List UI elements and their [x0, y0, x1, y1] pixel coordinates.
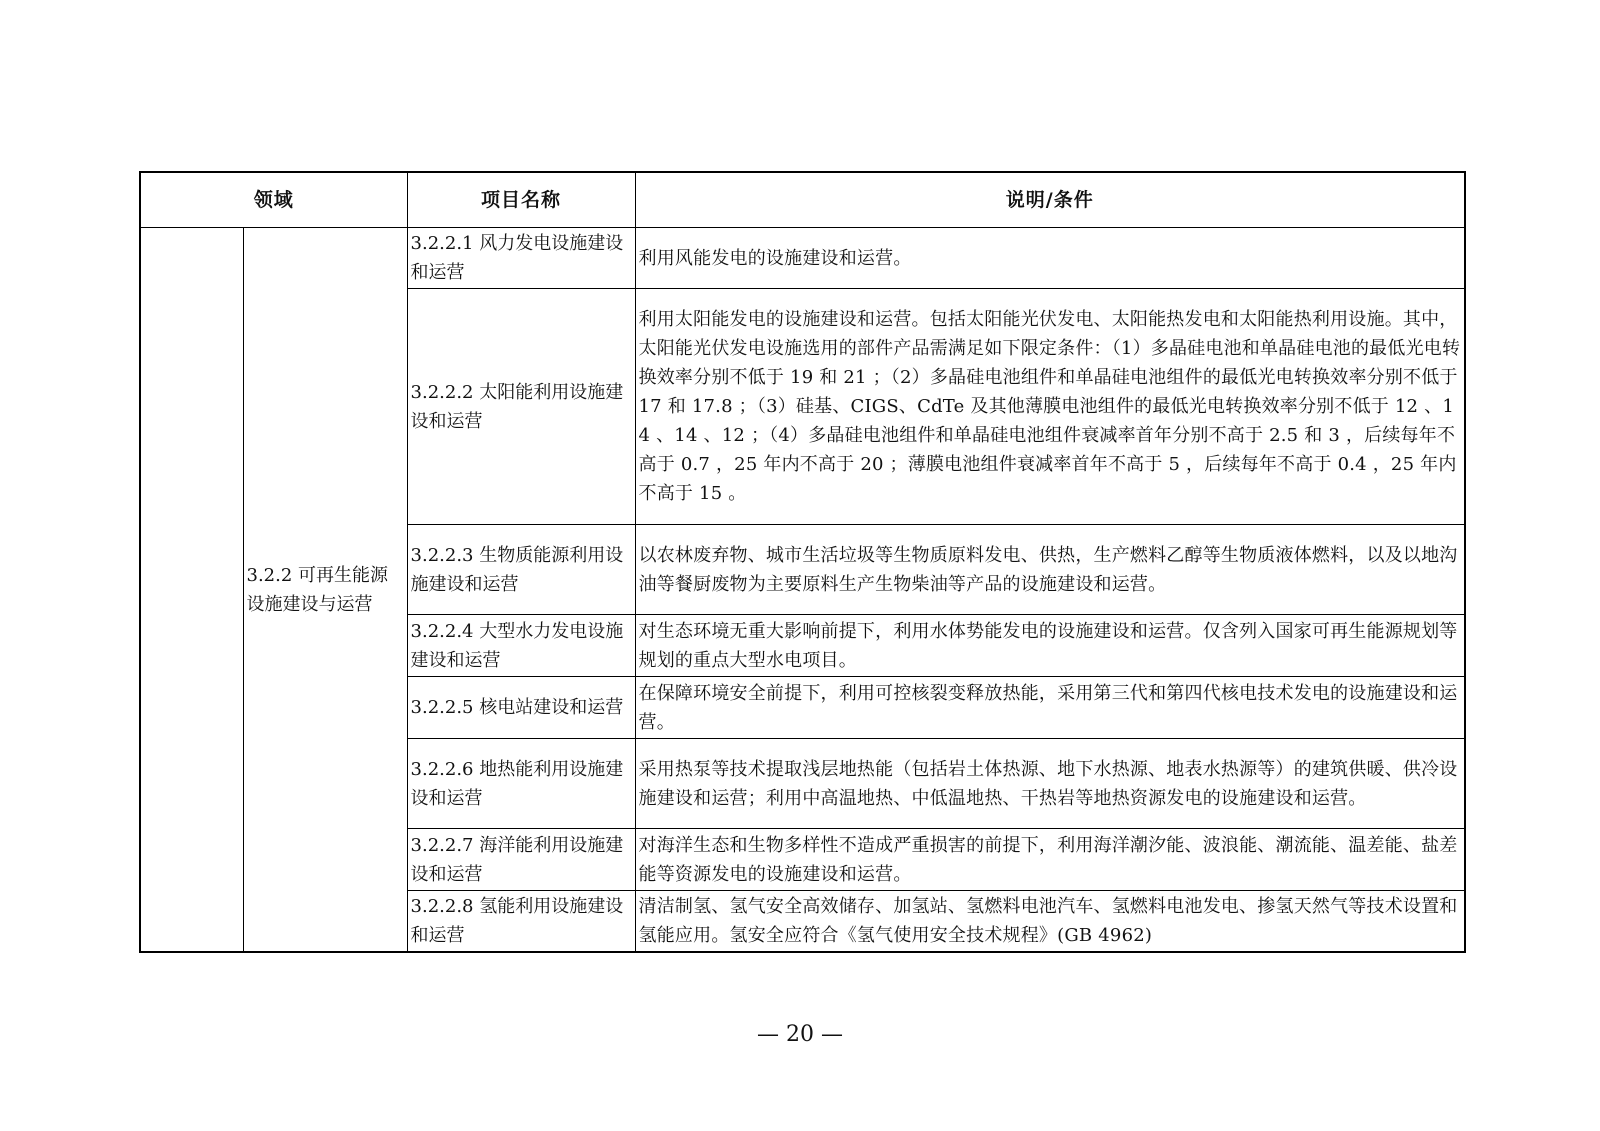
project-cell: 3.2.2.3 生物质能源利用设施建设和运营 — [407, 525, 635, 615]
table-row — [140, 228, 1465, 289]
header-description: 说明/条件 — [635, 172, 1465, 228]
project-cell: 3.2.2.7 海洋能利用设施建设和运营 — [407, 829, 635, 891]
project-cell: 3.2.2.5 核电站建设和运营 — [407, 677, 635, 739]
description-cell: 对生态环境无重大影响前提下，利用水体势能发电的设施建设和运营。仅含列入国家可再生能源规划等规划的重点大型水电项目。 — [635, 615, 1465, 677]
description-cell: 清洁制氢、氢气安全高效储存、加氢站、氢燃料电池汽车、氢燃料电池发电、掺氢天然气等技术设置和氢能应用。氢安全应符合《氢气使用安全技术规程》(GB 4962) — [635, 891, 1465, 953]
description-cell: 在保障环境安全前提下，利用可控核裂变释放热能，采用第三代和第四代核电技术发电的设施建设和运营。 — [635, 677, 1465, 739]
project-cell: 3.2.2.1 风力发电设施建设和运营 — [407, 228, 635, 289]
header-project-name: 项目名称 — [407, 172, 635, 228]
description-cell: 采用热泵等技术提取浅层地热能（包括岩土体热源、地下水热源、地表水热源等）的建筑供暖、供冷设施建设和运营；利用中高温地热、中低温地热、干热岩等地热资源发电的设施建设和运营。 — [635, 739, 1465, 829]
table-header-row — [140, 172, 1465, 228]
project-cell: 3.2.2.6 地热能利用设施建设和运营 — [407, 739, 635, 829]
project-cell: 3.2.2.8 氢能利用设施建设和运营 — [407, 891, 635, 953]
description-cell: 对海洋生态和生物多样性不造成严重损害的前提下，利用海洋潮汐能、波浪能、潮流能、温差能、盐差能等资源发电的设施建设和运营。 — [635, 829, 1465, 891]
project-cell: 3.2.2.4 大型水力发电设施建设和运营 — [407, 615, 635, 677]
description-cell: 利用太阳能发电的设施建设和运营。包括太阳能光伏发电、太阳能热发电和太阳能热利用设施。其中，太阳能光伏发电设施选用的部件产品需满足如下限定条件：（1）多晶硅电池和单晶硅电池的最低光电转换效率分别不低于 19 和 21 ；（2）多晶硅电池组件和单晶硅电池组件的最低光电转换效率分别不低于 17 和 17.8 ；（3）硅基、CIGS、CdTe 及其他薄膜电池组件的最低光电转换效率分别不低于 12 、14 、14 、12 ；（4）多晶硅电池组件和单晶硅电池组件衰减率首年分别不高于 2.5 和 3 ，后续每年不高于 0.7 ，25 年内不高于 20 ；薄膜电池组件衰减率首年不高于 5 ，后续每年不高于 0.4 ，25 年内不高于 15 。 — [635, 289, 1465, 525]
header-domain: 领域 — [140, 172, 407, 228]
project-cell: 3.2.2.2 太阳能利用设施建设和运营 — [407, 289, 635, 525]
description-cell: 利用风能发电的设施建设和运营。 — [635, 228, 1465, 289]
catalog-table — [139, 171, 1466, 953]
domain-outer-cell — [140, 228, 243, 953]
page-number: — 20 — — [757, 1022, 843, 1047]
description-cell: 以农林废弃物、城市生活垃圾等生物质原料发电、供热，生产燃料乙醇等生物质液体燃料，以及以地沟油等餐厨废物为主要原料生产生物柴油等产品的设施建设和运营。 — [635, 525, 1465, 615]
category-cell: 3.2.2 可再生能源设施建设与运营 — [243, 228, 407, 953]
